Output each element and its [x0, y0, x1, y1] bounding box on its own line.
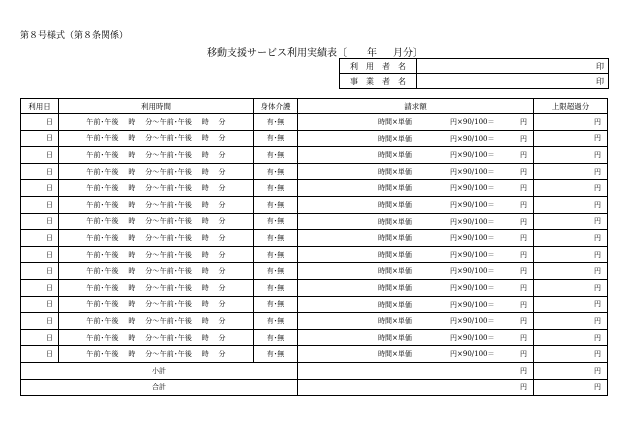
care-cell[interactable]: 有･無	[254, 279, 298, 296]
time-cell[interactable]: 午前･午後 時 分～午前･午後 時 分	[59, 263, 254, 280]
care-cell[interactable]: 有･無	[254, 180, 298, 197]
time-cell[interactable]: 午前･午後 時 分～午前･午後 時 分	[59, 180, 254, 197]
header-time: 利用時間	[59, 99, 254, 114]
table-row	[21, 263, 608, 280]
title-month: 月分〕	[393, 48, 423, 59]
day-cell[interactable]: 日	[21, 296, 59, 313]
user-name-row	[340, 59, 609, 74]
claim-cell[interactable]	[298, 163, 534, 180]
claim-hours-unit: 時間×単価	[378, 118, 412, 126]
header-care: 身体介護	[254, 99, 298, 114]
day-cell[interactable]: 日	[21, 147, 59, 164]
claim-yen: 円	[520, 333, 527, 342]
claim-cell[interactable]	[298, 213, 534, 230]
day-cell[interactable]: 日	[21, 180, 59, 197]
claim-formula: 円×90/100＝	[450, 283, 495, 292]
care-cell[interactable]: 有･無	[254, 346, 298, 363]
provider-name-field[interactable]	[417, 74, 609, 89]
over-cell[interactable]: 円	[534, 263, 608, 280]
care-cell[interactable]: 有･無	[254, 147, 298, 164]
care-cell[interactable]: 有･無	[254, 263, 298, 280]
usage-record-table	[20, 98, 608, 396]
claim-yen: 円	[520, 267, 527, 276]
table-row	[21, 246, 608, 263]
claim-hours-unit: 時間×単価	[378, 167, 412, 176]
care-cell[interactable]: 有･無	[254, 313, 298, 330]
applicant-info-table	[339, 58, 609, 89]
care-cell[interactable]: 有･無	[254, 196, 298, 213]
care-cell[interactable]: 有･無	[254, 329, 298, 346]
time-cell[interactable]: 午前･午後 時 分～午前･午後 時 分	[59, 147, 254, 164]
claim-yen: 円	[520, 200, 527, 209]
claim-yen: 円	[520, 300, 527, 309]
over-cell[interactable]: 円	[534, 313, 608, 330]
subtotal-claim[interactable]: 円	[298, 362, 534, 379]
claim-hours-unit: 時間×単価	[378, 300, 412, 309]
total-label: 合計	[21, 379, 298, 396]
total-claim[interactable]: 円	[298, 379, 534, 396]
over-cell[interactable]: 円	[534, 346, 608, 363]
claim-formula: 円×90/100＝	[450, 300, 495, 309]
claim-yen: 円	[520, 350, 527, 359]
table-row	[21, 163, 608, 180]
claim-yen: 円	[520, 184, 527, 193]
claim-formula: 円×90/100＝	[450, 134, 495, 143]
day-cell[interactable]: 日	[21, 329, 59, 346]
claim-hours-unit: 時間×単価	[378, 317, 412, 326]
claim-yen: 円	[520, 134, 527, 143]
user-name-field[interactable]	[417, 59, 609, 74]
table-row	[21, 313, 608, 330]
claim-cell[interactable]	[298, 114, 534, 131]
over-cell[interactable]: 円	[534, 114, 608, 131]
over-cell[interactable]: 円	[534, 230, 608, 247]
claim-yen: 円	[520, 151, 527, 160]
claim-cell[interactable]	[298, 180, 534, 197]
claim-hours-unit: 時間×単価	[378, 350, 412, 359]
table-header-row	[21, 99, 608, 114]
claim-hours-unit: 時間×単価	[378, 151, 412, 160]
claim-formula: 円×90/100＝	[450, 217, 495, 226]
claim-formula: 円×90/100＝	[450, 267, 495, 276]
table-row	[21, 279, 608, 296]
provider-name-row	[340, 74, 609, 89]
claim-yen: 円	[520, 167, 527, 176]
time-cell[interactable]: 午前･午後 時 分～午前･午後 時 分	[59, 279, 254, 296]
table-row	[21, 114, 608, 131]
day-cell[interactable]: 日	[21, 246, 59, 263]
claim-cell[interactable]	[298, 346, 534, 363]
claim-cell[interactable]	[298, 196, 534, 213]
total-row	[21, 379, 608, 396]
over-cell[interactable]: 円	[534, 329, 608, 346]
time-cell[interactable]: 午前･午後 時 分～午前･午後 時 分	[59, 329, 254, 346]
care-cell[interactable]: 有･無	[254, 163, 298, 180]
claim-formula: 円×90/100＝	[450, 118, 495, 126]
claim-hours-unit: 時間×単価	[378, 267, 412, 276]
claim-formula: 円×90/100＝	[450, 200, 495, 209]
care-cell[interactable]: 有･無	[254, 213, 298, 230]
time-cell[interactable]: 午前･午後 時 分～午前･午後 時 分	[59, 114, 254, 131]
day-cell[interactable]: 日	[21, 114, 59, 131]
day-cell[interactable]: 日	[21, 130, 59, 147]
form-number: 第８号様式（第８条関係）	[20, 31, 129, 41]
over-cell[interactable]: 円	[534, 130, 608, 147]
claim-hours-unit: 時間×単価	[378, 234, 412, 243]
over-cell[interactable]: 円	[534, 147, 608, 164]
claim-cell[interactable]	[298, 130, 534, 147]
claim-hours-unit: 時間×単価	[378, 184, 412, 193]
provider-name-label: 事 業 者 名	[340, 74, 417, 89]
claim-formula: 円×90/100＝	[450, 317, 495, 326]
total-over[interactable]: 円	[534, 379, 608, 396]
day-cell[interactable]: 日	[21, 213, 59, 230]
table-row	[21, 296, 608, 313]
care-cell[interactable]: 有･無	[254, 130, 298, 147]
claim-hours-unit: 時間×単価	[378, 134, 412, 143]
claim-cell[interactable]	[298, 263, 534, 280]
subtotal-label: 小計	[21, 362, 298, 379]
table-row	[21, 213, 608, 230]
claim-hours-unit: 時間×単価	[378, 200, 412, 209]
time-cell[interactable]: 午前･午後 時 分～午前･午後 時 分	[59, 346, 254, 363]
time-cell[interactable]: 午前･午後 時 分～午前･午後 時 分	[59, 213, 254, 230]
subtotal-row	[21, 362, 608, 379]
claim-yen: 円	[520, 283, 527, 292]
claim-yen: 円	[520, 234, 527, 243]
user-stamp-mark: 印	[596, 61, 604, 71]
time-cell[interactable]: 午前･午後 時 分～午前･午後 時 分	[59, 163, 254, 180]
claim-formula: 円×90/100＝	[450, 234, 495, 243]
table-row	[21, 147, 608, 164]
time-cell[interactable]: 午前･午後 時 分～午前･午後 時 分	[59, 130, 254, 147]
claim-formula: 円×90/100＝	[450, 333, 495, 342]
claim-hours-unit: 時間×単価	[378, 250, 412, 259]
time-cell[interactable]: 午前･午後 時 分～午前･午後 時 分	[59, 246, 254, 263]
day-cell[interactable]: 日	[21, 163, 59, 180]
over-cell[interactable]: 円	[534, 279, 608, 296]
care-cell[interactable]: 有･無	[254, 296, 298, 313]
claim-cell[interactable]	[298, 230, 534, 247]
day-cell[interactable]: 日	[21, 196, 59, 213]
over-cell[interactable]: 円	[534, 213, 608, 230]
claim-cell[interactable]	[298, 147, 534, 164]
title-year: 年	[367, 48, 377, 59]
claim-cell[interactable]	[298, 279, 534, 296]
over-cell[interactable]: 円	[534, 196, 608, 213]
claim-hours-unit: 時間×単価	[378, 333, 412, 342]
claim-cell[interactable]	[298, 296, 534, 313]
header-over: 上限超過分	[534, 99, 608, 114]
day-cell[interactable]: 日	[21, 313, 59, 330]
table-row	[21, 196, 608, 213]
claim-formula: 円×90/100＝	[450, 350, 495, 359]
page-title	[0, 44, 630, 59]
table-row	[21, 230, 608, 247]
claim-cell[interactable]	[298, 246, 534, 263]
claim-yen: 円	[520, 317, 527, 326]
claim-cell[interactable]	[298, 313, 534, 330]
table-row	[21, 346, 608, 363]
over-cell[interactable]: 円	[534, 246, 608, 263]
day-cell[interactable]: 日	[21, 279, 59, 296]
care-cell[interactable]: 有･無	[254, 230, 298, 247]
time-cell[interactable]: 午前･午後 時 分～午前･午後 時 分	[59, 196, 254, 213]
subtotal-over[interactable]: 円	[534, 362, 608, 379]
claim-hours-unit: 時間×単価	[378, 283, 412, 292]
claim-yen: 円	[520, 118, 527, 126]
claim-yen: 円	[520, 250, 527, 259]
over-cell[interactable]: 円	[534, 180, 608, 197]
time-cell[interactable]: 午前･午後 時 分～午前･午後 時 分	[59, 313, 254, 330]
header-day: 利用日	[21, 99, 59, 114]
header-claim: 請求額	[298, 99, 534, 114]
claim-formula: 円×90/100＝	[450, 184, 495, 193]
time-cell[interactable]: 午前･午後 時 分～午前･午後 時 分	[59, 230, 254, 247]
day-cell[interactable]: 日	[21, 346, 59, 363]
title-main: 移動支援サービス利用実績表〔	[207, 48, 347, 59]
over-cell[interactable]: 円	[534, 296, 608, 313]
over-cell[interactable]: 円	[534, 163, 608, 180]
user-name-label: 利 用 者 名	[340, 59, 417, 74]
care-cell[interactable]: 有･無	[254, 114, 298, 131]
table-row	[21, 130, 608, 147]
claim-hours-unit: 時間×単価	[378, 217, 412, 226]
care-cell[interactable]: 有･無	[254, 246, 298, 263]
table-row	[21, 180, 608, 197]
day-cell[interactable]: 日	[21, 263, 59, 280]
day-cell[interactable]: 日	[21, 230, 59, 247]
claim-cell[interactable]	[298, 329, 534, 346]
provider-stamp-mark: 印	[596, 76, 604, 86]
claim-formula: 円×90/100＝	[450, 151, 495, 160]
claim-formula: 円×90/100＝	[450, 167, 495, 176]
time-cell[interactable]: 午前･午後 時 分～午前･午後 時 分	[59, 296, 254, 313]
table-row	[21, 329, 608, 346]
claim-formula: 円×90/100＝	[450, 250, 495, 259]
claim-yen: 円	[520, 217, 527, 226]
